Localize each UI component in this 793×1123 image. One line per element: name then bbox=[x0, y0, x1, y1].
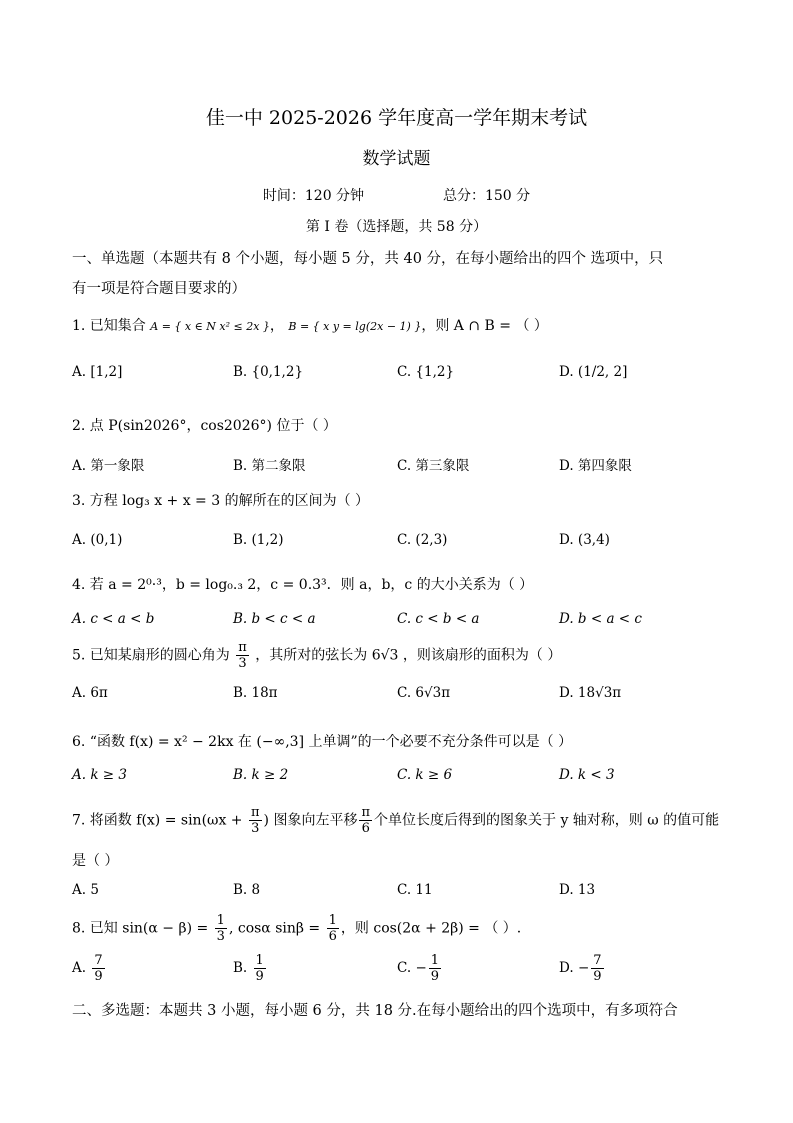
question-8-stem: 8. 已知 sin(α − β) = $\frac{1}{3}$ , cosα sinβ = $\frac{1}{6}$ ，则 cos(2α + 2β) = （ ）. bbox=[72, 913, 522, 944]
fraction: $\frac{1}{9}$ bbox=[255, 953, 264, 984]
fraction: $\frac{1}{6}$ bbox=[328, 913, 337, 944]
question-7-option-b[interactable]: B. 8 bbox=[233, 882, 261, 898]
question-2-option-a[interactable]: A. 第一象限 bbox=[72, 458, 145, 474]
fraction: $\frac{1}{3}$ bbox=[216, 913, 225, 944]
question-2-option-c[interactable]: C. 第三象限 bbox=[397, 458, 470, 474]
total-label: 总分：150 分 bbox=[442, 188, 531, 204]
question-6-option-b[interactable]: B. k ≥ 2 bbox=[233, 767, 289, 783]
question-3-option-d[interactable]: D. (3,4) bbox=[559, 532, 610, 548]
question-8-option-a[interactable]: A. $\frac{7}{9}$ bbox=[72, 953, 103, 984]
section2-line1: 二、多选题：本题共 3 小题，每小题 6 分，共 18 分.在每小题给出的四个选项中，有多项符合 bbox=[72, 1003, 678, 1019]
question-8-option-c[interactable]: C. − $\frac{1}{9}$ bbox=[397, 953, 440, 984]
question-1-option-a[interactable]: A. [1,2] bbox=[72, 364, 123, 380]
exam-title: 佳一中 2025-2026 学年度高一学年期末考试 bbox=[205, 107, 588, 129]
question-6-stem: 6. “函数 f(x) = x² − 2kx 在 (−∞,3] 上单调”的一个必要不充分条件可以是（ ） bbox=[72, 734, 573, 750]
question-7-stem: 7. 将函数 f(x) = sin(ωx + $\frac{\pi}{3}$ ) 图象向左平移 $\frac{\pi}{6}$ 个单位长度后得到的图象关于 y 轴对称，则 ω 的值可能 bbox=[72, 805, 720, 836]
question-1-stem: 1. 已知集合 A = { x ∈ N x² ≤ 2x }， B = { x y = lg(2x − 1) }，则 A ∩ B = （ ） bbox=[72, 318, 548, 334]
question-5-option-c[interactable]: C. 6√3π bbox=[397, 685, 451, 701]
question-5-option-a[interactable]: A. 6π bbox=[72, 685, 108, 701]
question-6-option-d[interactable]: D. k < 3 bbox=[559, 767, 615, 783]
question-3-option-b[interactable]: B. (1,2) bbox=[233, 532, 284, 548]
question-5-stem: 5. 已知某扇形的圆心角为 $\frac{\pi}{3}$ ，其所对的弦长为 6√3 ，则该扇形的面积为（ ） bbox=[72, 640, 562, 671]
question-7-option-d[interactable]: D. 13 bbox=[559, 882, 596, 898]
fraction: $\frac{\pi}{3}$ bbox=[238, 640, 247, 671]
volume-label: 第 I 卷（选择题，共 58 分） bbox=[305, 219, 488, 235]
question-4-stem: 4. 若 a = 2⁰·³，b = log₀.₃ 2，c = 0.3³．则 a，b，c 的大小关系为（ ） bbox=[72, 577, 534, 593]
fraction: $\frac{7}{9}$ bbox=[593, 953, 602, 984]
time-label: 时间：120 分钟 bbox=[262, 188, 365, 204]
section1-line2: 有一项是符合题目要求的） bbox=[72, 281, 246, 297]
section1-line1: 一、单选题（本题共有 8 个小题，每小题 5 分，共 40 分，在每小题给出的四个 选项中，只 bbox=[72, 251, 664, 267]
question-1-option-d[interactable]: D. (1/2, 2] bbox=[559, 364, 628, 380]
question-5-option-b[interactable]: B. 18π bbox=[233, 685, 278, 701]
question-2-option-b[interactable]: B. 第二象限 bbox=[233, 458, 306, 474]
fraction: $\frac{\pi}{6}$ bbox=[361, 805, 370, 836]
question-4-option-d[interactable]: D. b < a < c bbox=[559, 611, 642, 627]
fraction: $\frac{7}{9}$ bbox=[94, 953, 103, 984]
question-3-option-c[interactable]: C. (2,3) bbox=[397, 532, 448, 548]
fraction: $\frac{\pi}{3}$ bbox=[250, 805, 260, 836]
question-3-option-a[interactable]: A. (0,1) bbox=[72, 532, 123, 548]
exam-meta bbox=[0, 185, 793, 205]
question-3-stem: 3. 方程 log₃ x + x = 3 的解所在的区间为（ ） bbox=[72, 493, 370, 509]
fraction: $\frac{1}{9}$ bbox=[430, 953, 440, 984]
question-4-option-a[interactable]: A. c < a < b bbox=[72, 611, 155, 627]
question-2-stem: 2. 点 P(sin2026°，cos2026°) 位于（ ） bbox=[72, 418, 337, 434]
question-1-option-c[interactable]: C. {1,2} bbox=[397, 364, 455, 380]
question-2-option-d[interactable]: D. 第四象限 bbox=[559, 458, 632, 474]
question-8-option-b[interactable]: B. $\frac{1}{9}$ bbox=[233, 953, 264, 984]
question-4-option-b[interactable]: B. b < c < a bbox=[233, 611, 316, 627]
question-4-option-c[interactable]: C. c < b < a bbox=[397, 611, 480, 627]
question-7-option-c[interactable]: C. 11 bbox=[397, 882, 433, 898]
subject-title: 数学试题 bbox=[362, 149, 431, 169]
question-8-option-d[interactable]: D. − $\frac{7}{9}$ bbox=[559, 953, 602, 984]
question-1-option-b[interactable]: B. {0,1,2} bbox=[233, 364, 304, 380]
question-7-option-a[interactable]: A. 5 bbox=[72, 882, 99, 898]
question-6-option-c[interactable]: C. k ≥ 6 bbox=[397, 767, 453, 783]
question-5-option-d[interactable]: D. 18√3π bbox=[559, 685, 622, 701]
question-6-option-a[interactable]: A. k ≥ 3 bbox=[72, 767, 127, 783]
question-7-stem-line2: 是（ ） bbox=[72, 853, 119, 869]
